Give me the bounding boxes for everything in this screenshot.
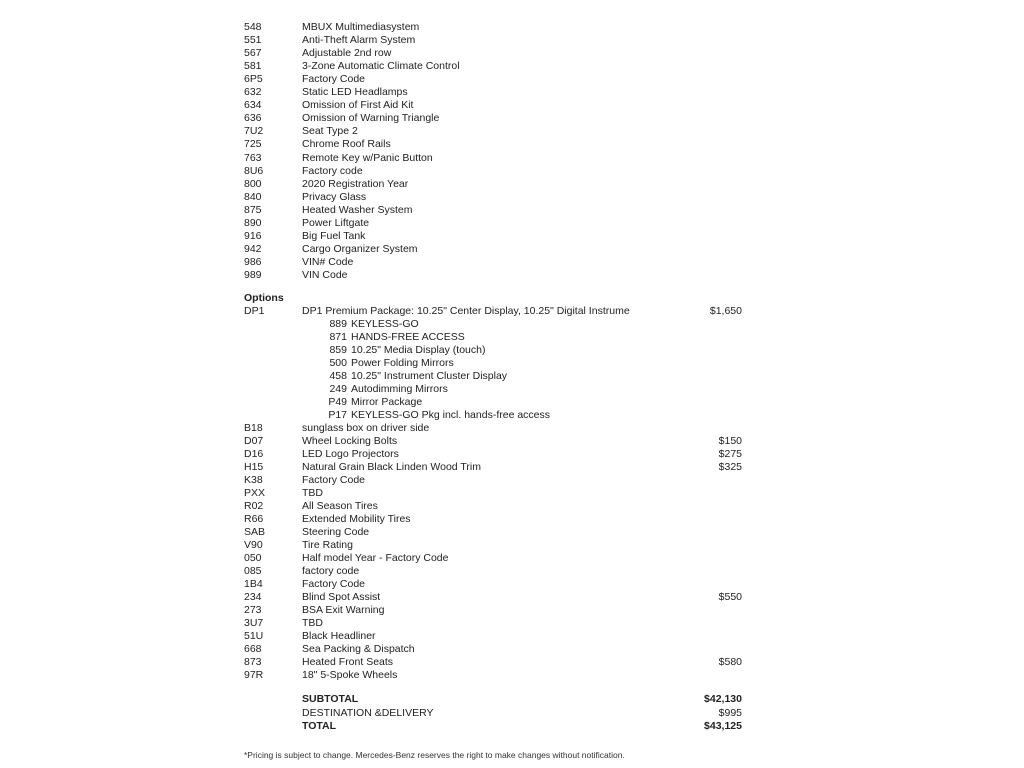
total-value: $42,130: [704, 693, 742, 705]
option-row: [0, 565, 1024, 578]
code-row: [0, 99, 1024, 112]
option-row: [0, 487, 1024, 500]
code-row: [0, 138, 1024, 151]
code-row: [0, 86, 1024, 99]
code-row: [0, 217, 1024, 230]
option-code: 97R: [244, 668, 264, 681]
option-description: Tire Rating: [302, 538, 353, 551]
options-heading-label: Options: [244, 292, 284, 304]
option-code: 3U7: [244, 616, 264, 629]
item-code: 942: [244, 242, 262, 255]
package-item-description: Power Folding Mirrors: [351, 357, 454, 369]
item-code: 840: [244, 190, 262, 203]
option-description: Blind Spot Assist: [302, 590, 381, 603]
option-description: Natural Grain Black Linden Wood Trim: [302, 460, 481, 473]
option-row: [0, 461, 1024, 474]
package-item-row: [0, 318, 1024, 331]
option-description: LED Logo Projectors: [302, 447, 399, 460]
option-row: [0, 604, 1024, 617]
package-item-code: 458: [329, 370, 347, 382]
package-item-row: [0, 409, 1024, 422]
item-description: VIN Code: [302, 268, 348, 281]
option-code: 873: [244, 655, 262, 668]
option-code: D16: [244, 447, 264, 460]
package-item-row: [0, 331, 1024, 344]
option-code: B18: [244, 422, 263, 434]
package-item-code: 889: [329, 318, 347, 330]
item-code: 634: [244, 99, 262, 112]
option-row: [0, 500, 1024, 513]
item-description: Remote Key w/Panic Button: [302, 151, 433, 164]
package-item-row: [0, 396, 1024, 409]
option-row: [0, 578, 1024, 591]
option-row: [0, 448, 1024, 461]
option-description: sunglass box on driver side: [302, 422, 430, 434]
item-description: Factory code: [302, 164, 363, 177]
option-description: Sea Packing & Dispatch: [302, 642, 415, 655]
option-code: 1B4: [244, 577, 263, 590]
package-price: $1,650: [709, 305, 742, 317]
package-item-description: HANDS-FREE ACCESS: [351, 331, 465, 343]
code-row: [0, 269, 1024, 282]
option-code: D07: [244, 434, 264, 447]
option-row: [0, 669, 1024, 682]
item-description: Cargo Organizer System: [302, 242, 418, 255]
code-row: [0, 191, 1024, 204]
item-description: Big Fuel Tank: [302, 229, 366, 242]
option-row: [0, 643, 1024, 656]
option-code: 085: [244, 564, 262, 577]
option-description: Heated Front Seats: [302, 655, 394, 668]
option-code: V90: [244, 538, 263, 551]
item-description: Privacy Glass: [302, 190, 367, 203]
total-row: [0, 720, 1024, 733]
item-code: 7U2: [244, 125, 264, 138]
options-heading: [0, 292, 1024, 305]
item-code: 986: [244, 255, 262, 268]
pricing-footnote: *Pricing is subject to change. Mercedes-Benz reserves the right to make changes without notification.: [244, 750, 625, 760]
item-description: Power Liftgate: [302, 216, 370, 229]
item-code: 8U6: [244, 164, 264, 177]
option-description: TBD: [302, 486, 323, 499]
item-description: Adjustable 2nd row: [302, 47, 392, 60]
item-description: 3-Zone Automatic Climate Control: [302, 60, 460, 73]
option-code: R66: [244, 512, 264, 525]
item-code: 581: [244, 60, 262, 73]
item-description: Heated Washer System: [302, 203, 413, 216]
option-code: K38: [244, 473, 263, 486]
package-item-description: KEYLESS-GO Pkg incl. hands-free access: [351, 409, 551, 421]
package-item-description: KEYLESS-GO: [351, 318, 419, 330]
option-description: Factory Code: [302, 473, 366, 486]
option-code: SAB: [244, 525, 266, 538]
option-price: $325: [718, 460, 742, 473]
total-label: SUBTOTAL: [302, 693, 359, 705]
item-description: Factory Code: [302, 73, 366, 86]
package-item-description: 10.25" Instrument Cluster Display: [351, 370, 508, 382]
option-price: $275: [718, 447, 742, 460]
option-price: $150: [718, 434, 742, 447]
item-code: 763: [244, 151, 262, 164]
item-description: MBUX Multimediasystem: [302, 21, 420, 33]
option-code: 273: [244, 603, 262, 616]
code-row: [0, 34, 1024, 47]
item-description: Omission of Warning Triangle: [302, 112, 440, 125]
item-description: Chrome Roof Rails: [302, 138, 391, 151]
option-row: [0, 630, 1024, 643]
code-row: [0, 47, 1024, 60]
option-description: Extended Mobility Tires: [302, 512, 411, 525]
option-row: [0, 617, 1024, 630]
code-row: [0, 152, 1024, 165]
option-code: 050: [244, 551, 262, 564]
option-code: R02: [244, 499, 264, 512]
code-row: [0, 243, 1024, 256]
option-row: [0, 422, 1024, 435]
item-code: 875: [244, 203, 262, 216]
package-item-code: 859: [329, 344, 347, 356]
item-code: 6P5: [244, 73, 263, 86]
total-value: $43,125: [704, 720, 742, 732]
item-code: 636: [244, 112, 262, 125]
option-code: 234: [244, 590, 262, 603]
option-row: [0, 539, 1024, 552]
package-item-row: [0, 344, 1024, 357]
total-label: TOTAL: [302, 720, 337, 732]
code-row: [0, 230, 1024, 243]
option-description: All Season Tires: [302, 499, 378, 512]
package-row: [0, 305, 1024, 318]
item-code: 567: [244, 47, 262, 60]
code-row: [0, 165, 1024, 178]
item-code: 989: [244, 268, 262, 281]
option-description: 18" 5-Spoke Wheels: [302, 668, 398, 681]
package-item-row: [0, 383, 1024, 396]
option-description: Half model Year - Factory Code: [302, 551, 449, 564]
total-label: DESTINATION &DELIVERY: [302, 706, 434, 719]
option-price: $550: [718, 590, 742, 603]
item-code: 916: [244, 229, 262, 242]
item-code: 890: [244, 216, 262, 229]
option-code: 668: [244, 642, 262, 655]
item-code: 800: [244, 177, 262, 190]
option-row: [0, 656, 1024, 669]
package-item-code: 500: [329, 357, 347, 369]
package-item-description: 10.25" Media Display (touch): [351, 344, 486, 356]
option-price: $580: [718, 655, 742, 668]
option-code: H15: [244, 460, 264, 473]
code-row: [0, 21, 1024, 34]
package-item-code: 871: [329, 331, 347, 343]
package-item-description: Mirror Package: [351, 396, 423, 408]
option-description: BSA Exit Warning: [302, 603, 385, 616]
item-code: 632: [244, 86, 262, 99]
option-row: [0, 435, 1024, 448]
code-row: [0, 125, 1024, 138]
package-item-row: [0, 357, 1024, 370]
option-row: [0, 513, 1024, 526]
item-description: Static LED Headlamps: [302, 86, 408, 99]
package-item-description: Autodimming Mirrors: [351, 383, 448, 395]
package-description: DP1 Premium Package: 10.25" Center Display, 10.25" Digital Instrume: [302, 305, 630, 317]
option-row: [0, 474, 1024, 487]
option-row: [0, 591, 1024, 604]
package-item-code: P17: [328, 409, 347, 421]
item-code: 551: [244, 34, 262, 47]
total-value: $995: [718, 706, 742, 719]
option-description: Factory Code: [302, 577, 366, 590]
option-code: 51U: [244, 629, 264, 642]
option-code: PXX: [244, 486, 266, 499]
package-code: DP1: [244, 305, 265, 317]
option-description: TBD: [302, 616, 323, 629]
item-description: 2020 Registration Year: [302, 177, 409, 190]
package-item-code: 249: [329, 383, 347, 395]
option-description: Wheel Locking Bolts: [302, 434, 398, 447]
code-row: [0, 204, 1024, 217]
option-row: [0, 552, 1024, 565]
option-description: factory code: [302, 564, 360, 577]
code-row: [0, 112, 1024, 125]
package-item-code: P49: [328, 396, 347, 408]
item-code: 725: [244, 138, 262, 151]
total-row: [0, 693, 1024, 706]
total-row: [0, 707, 1024, 720]
item-code: 548: [244, 21, 262, 33]
option-description: Black Headliner: [302, 629, 376, 642]
code-row: [0, 60, 1024, 73]
item-description: Seat Type 2: [302, 125, 358, 138]
code-row: [0, 256, 1024, 269]
code-row: [0, 178, 1024, 191]
item-description: VIN# Code: [302, 255, 354, 268]
option-description: Steering Code: [302, 525, 370, 538]
option-row: [0, 526, 1024, 539]
item-description: Anti-Theft Alarm System: [302, 34, 416, 47]
package-item-row: [0, 370, 1024, 383]
item-description: Omission of First Aid Kit: [302, 99, 414, 112]
code-row: [0, 73, 1024, 86]
